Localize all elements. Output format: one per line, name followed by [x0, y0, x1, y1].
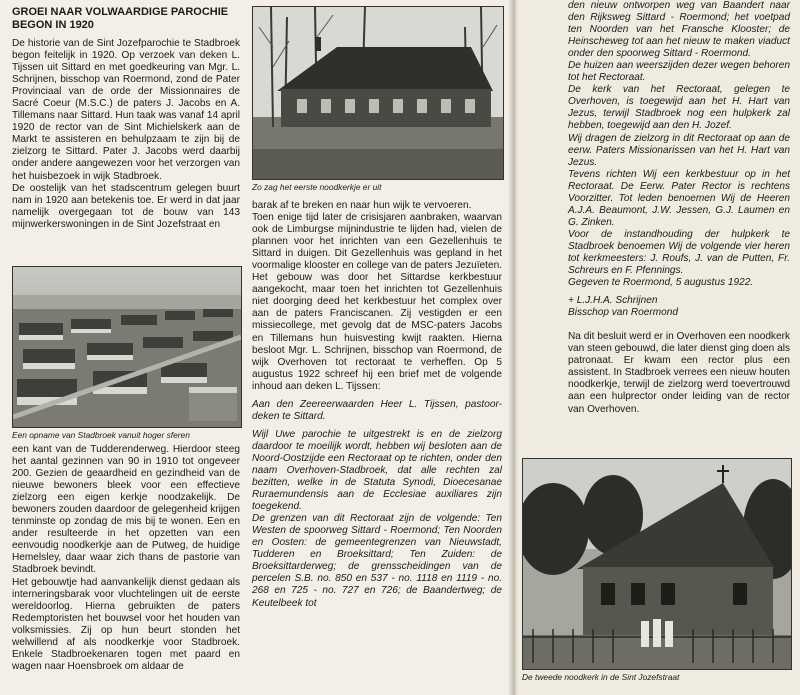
column-1-bottom	[12, 444, 240, 673]
letter-paragraph: De huizen aan weerszijden dezer wegen behoren tot het Rectoraat.	[568, 60, 790, 84]
page-gutter	[508, 0, 518, 695]
column-3-letter	[568, 0, 790, 416]
caption-first-church: Zo zag het eerste noodkerkje er uit	[252, 182, 382, 192]
paragraph: Het gebouwtje had aanvankelijk dienst gedaan als interneringsbarak voor vluchtelingen uit de eerste wereldoorlog. Hierna gebruikten de paters Redemptoristen het bouwsel voor het houden van volksmissies. Zij op hun beurt stonden het welwillend af als noodkerkje voor Stadbroek. Enkele Stadbroekenaren togen met paard en wagen naar Hoensbroek om aldaar de	[12, 576, 240, 672]
photo-second-emergency-church	[522, 458, 792, 670]
heading-line-2: BEGON IN 1920	[12, 19, 94, 31]
article-heading	[12, 6, 240, 32]
letter-paragraph: De kerk van het Rectoraat, gelegen te Overhoven, is toegewijd aan het H. Hart van Jezus, terwijl Stadbroek nog een hulpkerk zal hebben, toegewijd aan den H. Jozef.	[568, 84, 790, 132]
paragraph: De oostelijk van het stadscentrum gelegen buurt nam in 1920 aan betekenis toe. Er werd in dat jaar namelijk overgegaan tot de bouw van 143 mijnwerkerswoningen in de Sint Jozefstraat en	[12, 182, 240, 230]
letter-paragraph: den nieuw ontworpen weg van Baandert naar den Rijksweg Sittard - Roermond; het voetpad ten Noorden van het Fransche Klooster; de Heinscheweg tot aan het nieuw te maken viaduct onder den spoorweg Sittard - Roermond.	[568, 0, 790, 60]
paragraph: barak af te breken en naar hun wijk te vervoeren.	[252, 200, 472, 211]
letter-paragraph: Wijl Uwe parochie te uitgestrekt is en de zielzorg daardoor te moeilijk wordt, hebben wij besloten aan de Noord-Oostzijde een Rectoraat op te richten, onder den naam Overhoven-Stadbroek, dat alle rechten zal bezitten, welke in de Statuta Synodi, Dioecesanae Ruraemundensis aan de Ecclesiae auxiliares zijn toegekend.	[252, 428, 502, 513]
letter-paragraph: De grenzen van dit Rectoraat zijn de volgende: Ten Westen de spoorweg Sittard - Roermond; Ten Noorden en Oosten: de gemeentegrenzen van Nieuwstadt, Tudderen en Broeksittard; Ten Zuiden: de Broeksittarderweg; de grensscheidingen van de percelen S.B. no. 850 en 537 - no. 1118 en 1119 - no. 268 en 725 - no. 727 en 726; de Baandertweg; de Keutelbeek tot	[252, 513, 502, 609]
column-2	[252, 200, 502, 610]
caption-second-church: De tweede noodkerk in de Sint Jozefstraat	[522, 672, 680, 682]
letter-paragraph: Tevens richten Wij een kerkbestuur op in het Rectoraat. De Eerw. Pater Rector is rechtens Voorzitter. Tot leden benoemen Wij de Heeren A.J.A. Beaumont, J.W. Jessen, G.J. Laumen en G. Zinken.	[568, 168, 790, 228]
letter-date: Gegeven te Roermond, 5 augustus 1922.	[568, 277, 754, 289]
paragraph: Toen enige tijd later de crisisjaren aanbraken, waarvan ook de Limburgse mijnindustrie te lijden had, vielen de plannen voor het inrichten van een Gezellenhuis te Sittard in duigen. Dit Gezellenhuis was gepland in het voormalige klooster en college van de paters Jezuïeten. Het gebouw was door het Sittardse kerkbestuur aangekocht, maar toen het inrichten tot Gezellenhuis niet doorging deed het kerkbestuur het complex over aan de paters Franciscanen. Zij vestigden er een missiecollege, met gevolg dat de MSC-paters Jacobs en Tillemans hun huisvesting kwijt raakten. Hierna besloot Mgr. L. Schrijnen, bisschop van Roermond, de wijk Overhoven tot rectoraat te verheffen. Op 5 augustus 1922 schreef hij een brief met de volgende inhoud aan deken L. Tijssen:	[252, 212, 502, 392]
heading-line-1: GROEI NAAR VOLWAARDIGE PAROCHIE	[12, 6, 229, 18]
paragraph: Na dit besluit werd er in Overhoven een noodkerk van steen gebouwd, die later dienst ging doen als patronaat. Er kwam een rector plus een assistent. In Stadbroek verrees een nieuw houten noodkerkje, terwijl de zielzorg werd toevertrouwd aan een hulprector onder leiding van de rector van Overhoven.	[568, 331, 790, 415]
paragraph: De historie van de Sint Jozefparochie te Stadbroek begon feitelijk in 1920. Op verzoek van deken L. Tijssen uit Sittard en met goedkeuring van Mgr. L. Schrijnen, bisschop van Roermond, zond de Pater Provinciaal van de orde der Missionnaires de Sacré Coeur (M.S.C.) de paters J. Jacobs en A. Tillemans naar Sittard. Hun taak was vanaf 14 april 1920 de rector van de Sint Michielskerk aan de Markt te assisteren en behulpzaam te zijn bij de zielzorg te Sittard. Pater J. Jacobs werd daarbij onder andere aangewezen voor het verzorgen van het huisbezoek in wijk Stadbroek.	[12, 38, 240, 182]
photo-first-emergency-church	[252, 6, 504, 180]
paragraph: een kant van de Tudderenderweg. Hierdoor steeg het aantal gezinnen van 90 in 1910 tot ongeveer 200. Gezien de geaardheid en gezindheid van de nieuwe bewoners bleek voor een effectieve zielzorg een eigen kerkje noodzakelijk. De bewoners zouden daardoor de gelegenheid krijgen tenminste op zondag de mis bij te wonen. Een en ander resulteerde in het opzetten van een eenvoudig noodkerkje aan de Putweg, de huidige Hemelsley, daar waar zich thans de pastorie van Stadbroek bevindt.	[12, 444, 240, 576]
signature-title: Bisschop van Roermond	[568, 307, 678, 319]
aerial-photo-stadbroek	[12, 266, 242, 428]
caption-aerial-photo: Een opname van Stadbroek vanuit hoger sferen	[12, 430, 190, 440]
signature-name: + L.J.H.A. Schrijnen	[568, 295, 658, 307]
letter-address: Aan den Zeereerwaarden Heer L. Tijssen, pastoor-deken te Sittard.	[252, 398, 502, 422]
column-1-top	[12, 6, 240, 231]
letter-paragraph: Voor de instandhouding der hulpkerk te Stadbroek benoemen Wij de volgende vier heren tot kerkmeesters: J. Roufs, J. van de Putten, Fr. Schreurs en F. Pfennings.	[568, 228, 790, 277]
letter-paragraph: Wij dragen de zielzorg in dit Rectoraat op aan de eerw. Paters Missionarissen van het H. Hart van Jezus.	[568, 132, 790, 168]
